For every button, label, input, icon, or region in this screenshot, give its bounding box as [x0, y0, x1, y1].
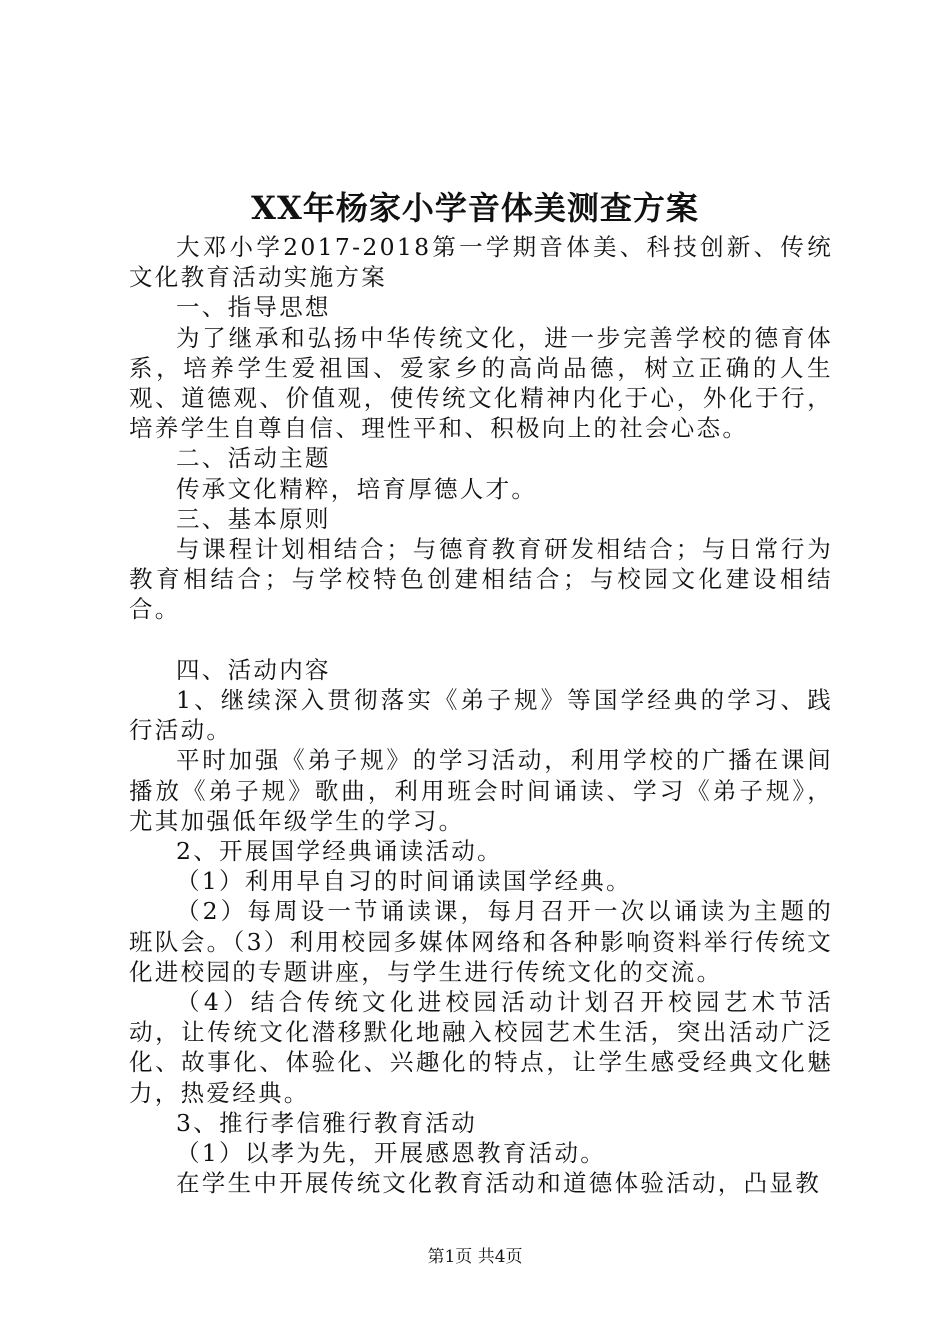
paragraph-item-1-detail: 平时加强《弟子规》的学习活动，利用学校的广播在课间播放《弟子规》歌曲，利用班会时间诵读、学习《弟子规》，尤其加强低年级学生的学习。 [129, 746, 833, 835]
paragraph-item-2-sub-4: （4）结合传统文化进校园活动计划召开校园艺术节活动，让传统文化潜移默化地融入校园艺术生活，突出活动广泛化、故事化、体验化、兴趣化的特点，让学生感受经典文化魅力，热爱经典。 [129, 988, 833, 1107]
paragraph-item-2-sub-2-3: （2）每周设一节诵读课，每月召开一次以诵读为主题的班队会。（3）利用校园多媒体网络和各种影响资料举行传统文化进校园的专题讲座，与学生进行传统文化的交流。 [129, 897, 833, 986]
paragraph-item-3-detail: 在学生中开展传统文化教育活动和道德体验活动，凸显教 [176, 1169, 821, 1198]
paragraph-item-1: 1、继续深入贯彻落实《弟子规》等国学经典的学习、践行活动。 [129, 686, 833, 745]
paragraph-item-3: 3、推行孝信雅行教育活动 [176, 1108, 478, 1137]
heading-activity-content: 四、活动内容 [176, 655, 331, 684]
paragraph-activity-theme: 传承文化精粹，培育厚德人才。 [176, 474, 538, 503]
heading-activity-theme: 二、活动主题 [176, 444, 331, 473]
paragraph-intro: 大邓小学2017-2018第一学期音体美、科技创新、传统文化教育活动实施方案 [129, 233, 833, 292]
page-number-footer: 第1页 共4页 [427, 1247, 523, 1267]
paragraph-item-2: 2、开展国学经典诵读活动。 [176, 837, 503, 866]
heading-guiding-thought: 一、指导思想 [176, 293, 331, 322]
paragraph-item-2-sub-1: （1）利用早自习的时间诵读国学经典。 [176, 867, 632, 896]
paragraph-item-3-sub-1: （1）以孝为先，开展感恩教育活动。 [176, 1139, 607, 1168]
document-body [129, 232, 833, 1198]
paragraph-guiding-thought: 为了继承和弘扬中华传统文化，进一步完善学校的德育体系，培养学生爱祖国、爱家乡的高尚品德，树立正确的人生观、道德观、价值观，使传统文化精神内化于心，外化于行，培养学生自尊自信、理性平和、积极向上的社会心态。 [129, 323, 833, 443]
paragraph-basic-principles: 与课程计划相结合；与德育教育研发相结合；与日常行为教育相结合；与学校特色创建相结合；与校园文化建设相结合。 [129, 535, 833, 624]
document-title: XX年杨家小学音体美测查方案 [251, 189, 699, 227]
heading-basic-principles: 三、基本原则 [176, 504, 331, 533]
